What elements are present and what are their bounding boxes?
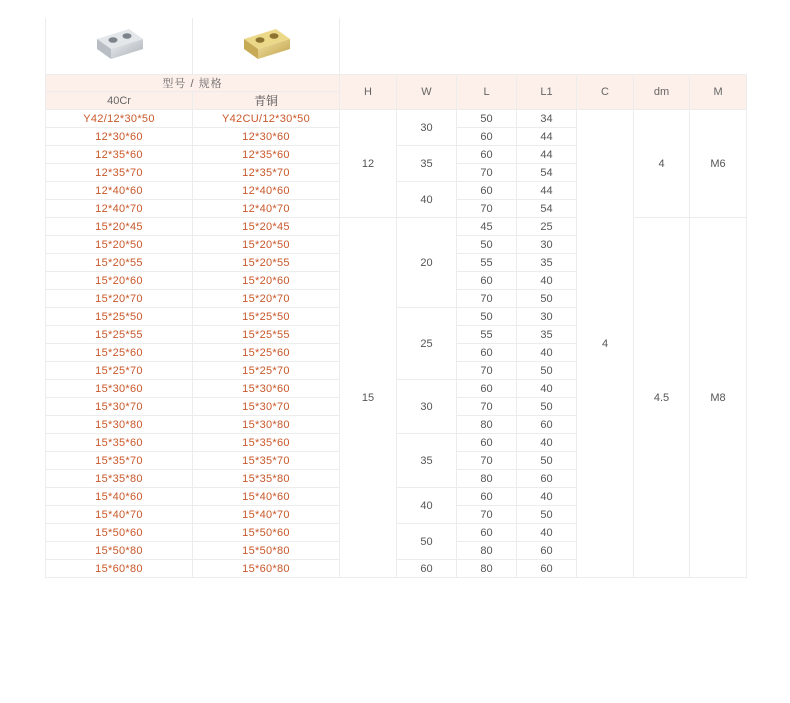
length-L1-cell: 54 (517, 164, 577, 182)
length-L1-cell: 50 (517, 362, 577, 380)
steel-block-image-cell (46, 18, 193, 75)
length-L-cell: 70 (457, 398, 517, 416)
length-L-cell: 80 (457, 560, 517, 578)
length-L-cell: 60 (457, 524, 517, 542)
model-bronze-cell: 15*60*80 (193, 560, 340, 578)
model-40cr-cell: 15*35*80 (46, 470, 193, 488)
header-M: M (690, 75, 747, 110)
image-row-blank (340, 18, 747, 75)
value-dm-cell: 4 (634, 110, 690, 218)
length-L-cell: 80 (457, 542, 517, 560)
model-bronze-cell: 15*30*70 (193, 398, 340, 416)
length-L-cell: 45 (457, 218, 517, 236)
length-L-cell: 60 (457, 344, 517, 362)
model-bronze-cell: 15*40*60 (193, 488, 340, 506)
value-m-cell: M8 (690, 218, 747, 578)
value-w-cell: 25 (397, 308, 457, 380)
material-40cr-header: 40Cr (46, 92, 193, 110)
model-40cr-cell: 15*50*60 (46, 524, 193, 542)
length-L-cell: 70 (457, 506, 517, 524)
header-row-top (46, 75, 747, 92)
length-L-cell: 60 (457, 434, 517, 452)
value-w-cell: 30 (397, 110, 457, 146)
length-L1-cell: 30 (517, 236, 577, 254)
value-w-cell: 40 (397, 488, 457, 524)
length-L1-cell: 44 (517, 128, 577, 146)
length-L1-cell: 44 (517, 146, 577, 164)
value-w-cell: 35 (397, 434, 457, 488)
length-L1-cell: 50 (517, 398, 577, 416)
length-L1-cell: 40 (517, 344, 577, 362)
model-40cr-cell: 15*30*60 (46, 380, 193, 398)
length-L-cell: 70 (457, 452, 517, 470)
table-row (46, 110, 747, 128)
length-L1-cell: 35 (517, 254, 577, 272)
length-L1-cell: 40 (517, 488, 577, 506)
length-L-cell: 60 (457, 488, 517, 506)
length-L-cell: 60 (457, 272, 517, 290)
product-image-row (46, 18, 747, 75)
model-40cr-cell: 15*20*60 (46, 272, 193, 290)
model-40cr-cell: 15*35*70 (46, 452, 193, 470)
model-40cr-cell: 12*40*60 (46, 182, 193, 200)
model-bronze-cell: 12*35*60 (193, 146, 340, 164)
model-40cr-cell: 15*40*60 (46, 488, 193, 506)
model-40cr-cell: 15*50*80 (46, 542, 193, 560)
spec-sheet (45, 18, 746, 578)
model-bronze-cell: 15*35*80 (193, 470, 340, 488)
header-H: H (340, 75, 397, 110)
length-L-cell: 55 (457, 326, 517, 344)
length-L1-cell: 50 (517, 452, 577, 470)
value-h-cell: 12 (340, 110, 397, 218)
model-40cr-cell: 15*25*60 (46, 344, 193, 362)
model-40cr-cell: 15*30*70 (46, 398, 193, 416)
model-40cr-cell: 15*30*80 (46, 416, 193, 434)
length-L1-cell: 44 (517, 182, 577, 200)
value-h-cell: 15 (340, 218, 397, 578)
model-bronze-cell: 15*50*60 (193, 524, 340, 542)
length-L1-cell: 40 (517, 434, 577, 452)
value-w-cell: 50 (397, 524, 457, 560)
length-L-cell: 50 (457, 236, 517, 254)
model-40cr-cell: 12*35*60 (46, 146, 193, 164)
model-bronze-cell: 15*20*60 (193, 272, 340, 290)
model-40cr-cell: 12*40*70 (46, 200, 193, 218)
table-row (46, 218, 747, 236)
model-40cr-cell: 15*60*80 (46, 560, 193, 578)
length-L-cell: 50 (457, 308, 517, 326)
model-bronze-cell: 12*30*60 (193, 128, 340, 146)
length-L1-cell: 25 (517, 218, 577, 236)
length-L-cell: 60 (457, 380, 517, 398)
length-L1-cell: 40 (517, 272, 577, 290)
length-L1-cell: 60 (517, 542, 577, 560)
value-c-cell: 4 (577, 110, 634, 578)
value-w-cell: 35 (397, 146, 457, 182)
length-L-cell: 70 (457, 290, 517, 308)
length-L-cell: 60 (457, 128, 517, 146)
model-bronze-cell: 15*50*80 (193, 542, 340, 560)
value-dm-cell: 4.5 (634, 218, 690, 578)
length-L-cell: 60 (457, 146, 517, 164)
model-bronze-cell: 15*25*60 (193, 344, 340, 362)
model-bronze-cell: 15*25*70 (193, 362, 340, 380)
model-bronze-cell: 15*30*60 (193, 380, 340, 398)
model-40cr-cell: 15*25*70 (46, 362, 193, 380)
model-bronze-cell: 12*40*70 (193, 200, 340, 218)
model-bronze-cell: 15*40*70 (193, 506, 340, 524)
model-40cr-cell: 12*35*70 (46, 164, 193, 182)
length-L1-cell: 50 (517, 506, 577, 524)
length-L1-cell: 60 (517, 470, 577, 488)
length-L1-cell: 35 (517, 326, 577, 344)
model-40cr-cell: 15*40*70 (46, 506, 193, 524)
length-L-cell: 60 (457, 182, 517, 200)
model-40cr-cell: 15*20*50 (46, 236, 193, 254)
model-bronze-cell: 12*35*70 (193, 164, 340, 182)
value-w-cell: 30 (397, 380, 457, 434)
value-m-cell: M6 (690, 110, 747, 218)
model-40cr-cell: 15*20*70 (46, 290, 193, 308)
length-L-cell: 70 (457, 362, 517, 380)
length-L1-cell: 50 (517, 290, 577, 308)
header-dm: dm (634, 75, 690, 110)
model-40cr-cell: 15*25*55 (46, 326, 193, 344)
model-40cr-cell: Y42/12*30*50 (46, 110, 193, 128)
model-bronze-cell: Y42CU/12*30*50 (193, 110, 340, 128)
length-L1-cell: 54 (517, 200, 577, 218)
steel-guide-block-icon (89, 25, 149, 67)
model-40cr-cell: 15*35*60 (46, 434, 193, 452)
model-bronze-cell: 15*20*55 (193, 254, 340, 272)
length-L1-cell: 30 (517, 308, 577, 326)
bronze-block-image-cell (193, 18, 340, 75)
length-L1-cell: 60 (517, 560, 577, 578)
model-40cr-cell: 15*25*50 (46, 308, 193, 326)
material-bronze-header: 青铜 (193, 92, 340, 110)
length-L-cell: 55 (457, 254, 517, 272)
model-bronze-cell: 15*30*80 (193, 416, 340, 434)
header-L1: L1 (517, 75, 577, 110)
model-bronze-cell: 15*25*50 (193, 308, 340, 326)
model-bronze-cell: 15*20*70 (193, 290, 340, 308)
spec-table (45, 18, 747, 578)
length-L-cell: 50 (457, 110, 517, 128)
model-40cr-cell: 15*20*45 (46, 218, 193, 236)
length-L1-cell: 40 (517, 524, 577, 542)
model-bronze-cell: 15*25*55 (193, 326, 340, 344)
model-bronze-cell: 15*20*45 (193, 218, 340, 236)
model-bronze-cell: 12*40*60 (193, 182, 340, 200)
model-40cr-cell: 15*20*55 (46, 254, 193, 272)
model-bronze-cell: 15*35*70 (193, 452, 340, 470)
value-w-cell: 60 (397, 560, 457, 578)
header-W: W (397, 75, 457, 110)
model-bronze-cell: 15*35*60 (193, 434, 340, 452)
model-spec-group-header: 型号 / 规格 (46, 75, 340, 92)
length-L-cell: 70 (457, 164, 517, 182)
length-L1-cell: 34 (517, 110, 577, 128)
length-L-cell: 80 (457, 470, 517, 488)
header-L: L (457, 75, 517, 110)
length-L-cell: 80 (457, 416, 517, 434)
length-L1-cell: 60 (517, 416, 577, 434)
bronze-guide-block-icon (236, 25, 296, 67)
model-40cr-cell: 12*30*60 (46, 128, 193, 146)
length-L-cell: 70 (457, 200, 517, 218)
length-L1-cell: 40 (517, 380, 577, 398)
model-bronze-cell: 15*20*50 (193, 236, 340, 254)
header-C: C (577, 75, 634, 110)
value-w-cell: 40 (397, 182, 457, 218)
value-w-cell: 20 (397, 218, 457, 308)
